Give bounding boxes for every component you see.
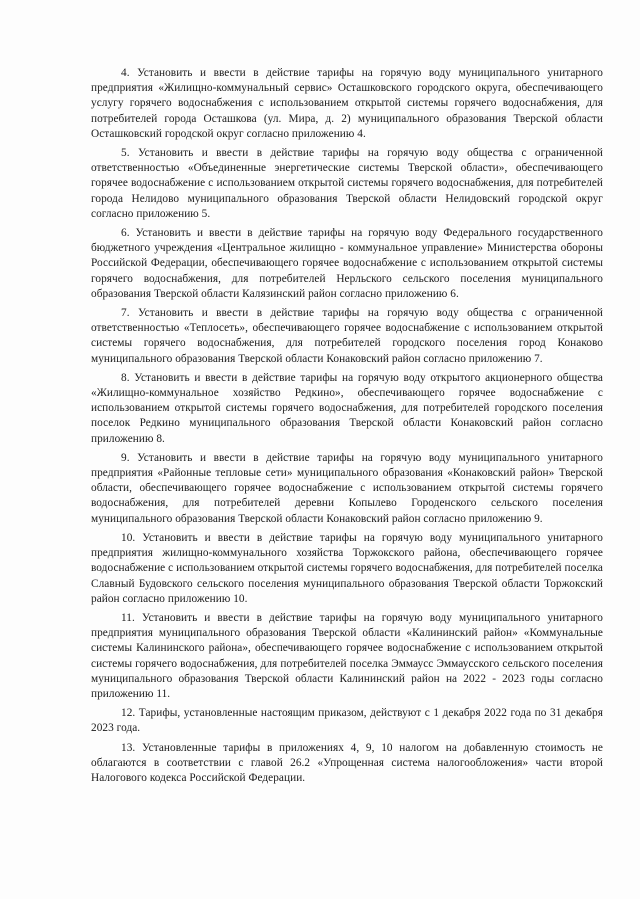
- paragraph-5: 5. Установить и ввести в действие тарифы на горячую воду общества с ограниченной ответственностью «Объединенные энергетические системы Тверской области», обеспечивающего горячее водоснабжение с использованием открытой системы горячего водоснабжения, для потребителей города Нелидово муниципального образования Тверской области Нелидовский городской округ согласно приложению 5.: [91, 147, 603, 220]
- paragraph-11: 11. Установить и ввести в действие тарифы на горячую воду муниципального унитарного предприятия муниципального образования Тверской области «Калининский район» «Коммунальные системы Калининского района», обеспечивающего горячее водоснабжение с использованием открытой системы горячего водоснабжения, для потребителей поселка Эммаусс Эммаусского сельского поселения муниципального образования Тверской области Калининский район на 2022 - 2023 годы согласно приложению 11.: [91, 611, 603, 700]
- paragraph-7: 7. Установить и ввести в действие тарифы на горячую воду общества с ограниченной ответственностью «Теплосеть», обеспечивающего горячее водоснабжение с использованием открытой системы горячего водоснабжения, для потребителей городского поселения город Конаково муниципального образования Тверской области Конаковский район согласно приложению 7.: [91, 307, 603, 365]
- paragraph-10: 10. Установить и ввести в действие тарифы на горячую воду муниципального унитарного предприятия жилищно-коммунального хозяйства Торжокского района, обеспечивающего горячее водоснабжение с использованием открытой системы горячего водоснабжения, для потребителей поселка Славный Будовского сельского поселения муниципального образования Тверской области Торжокский район согласно приложению 10.: [91, 531, 603, 605]
- document-body: [91, 66, 603, 790]
- paragraph-13: 13. Установленные тарифы в приложениях 4, 9, 10 налогом на добавленную стоимость не облагаются в соответствии с главой 26.2 «Упрощенная система налогообложения» части второй Налогового кодекса Российской Федерации.: [91, 741, 603, 784]
- paragraph-9: 9. Установить и ввести в действие тарифы на горячую воду муниципального унитарного предприятия «Районные тепловые сети» муниципального образования «Конаковский район» Тверской области, обеспечивающего горячее водоснабжение с использованием открытой системы горячего водоснабжения, для потребителей деревни Копылево Городенского сельского поселения муниципального образования Тверской области Конаковский район согласно приложению 9.: [91, 451, 603, 525]
- paragraph-8: 8. Установить и ввести в действие тарифы на горячую воду открытого акционерного общества «Жилищно-коммунальное хозяйство Редкино», обеспечивающего горячее водоснабжение с использованием открытой системы горячего водоснабжения, для потребителей городского поселения поселок Редкино муниципального образования Тверской области Конаковский район согласно приложению 8.: [91, 371, 603, 445]
- paragraph-12: 12. Тарифы, установленные настоящим приказом, действуют с 1 декабря 2022 года по 31 декабря 2023 года.: [91, 707, 603, 735]
- paragraph-4: 4. Установить и ввести в действие тарифы на горячую воду муниципального унитарного предприятия «Жилищно-коммунальный сервис» Осташковского городского округа, обеспечивающего услугу горячего водоснабжения с использованием открытой системы горячего водоснабжения, для потребителей города Осташкова (ул. Мира, д. 2) муниципального образования Тверской области Осташковский городской округ согласно приложению 4.: [91, 67, 603, 140]
- paragraph-6: 6. Установить и ввести в действие тарифы на горячую воду Федерального государственного бюджетного учреждения «Центральное жилищно - коммунальное управление» Министерства обороны Российской Федерации, обеспечивающего горячее водоснабжение с использованием открытой системы горячего водоснабжения, для потребителей Нерльского сельского поселения муниципального образования Тверской области Калязинский район согласно приложению 6.: [91, 227, 603, 300]
